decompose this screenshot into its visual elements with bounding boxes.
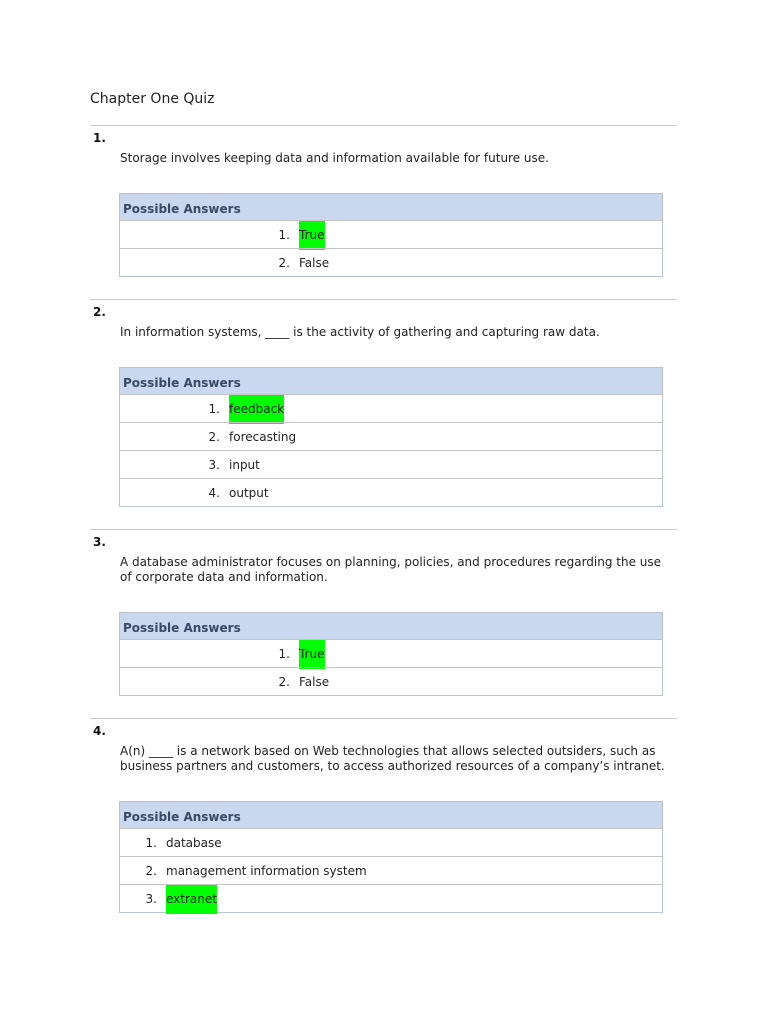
answer-row [120,248,662,276]
answer-text: False [299,675,330,689]
answer-number: 4. [208,486,220,500]
answer-text-correct: feedback [229,395,284,424]
answer-row [120,639,662,667]
answer-number: 3. [208,458,220,472]
question-number: 1. [93,131,106,145]
question-text: In information systems, ____ is the activity of gathering and capturing raw data. [120,325,600,339]
answer-text: output [229,486,269,500]
question-text: A database administrator focuses on planning, policies, and procedures regarding the use of corporate data and information. [120,555,662,584]
question-number: 4. [93,724,106,738]
answer-row [120,667,662,695]
question-text: A(n) ____ is a network based on Web technologies that allows selected outsiders, such as business partners and customers, to access authorized resources of a company’s intranet. [120,744,665,773]
possible-answers-header: Possible Answers [120,194,662,220]
question-3 [90,529,677,705]
page-title: Chapter One Quiz [90,91,215,107]
possible-answers-table [119,801,663,913]
answer-text: False [299,256,330,270]
answer-row [120,220,662,248]
answer-text: management information system [166,864,367,878]
answer-text: database [166,836,222,850]
answer-number: 1. [145,836,157,850]
possible-answers-table [119,193,663,277]
possible-answers-header: Possible Answers [120,613,662,639]
answer-row [120,422,662,450]
question-1 [90,125,677,286]
answer-number: 1. [278,228,290,242]
answer-text-correct: True [299,640,325,669]
answer-text-correct: extranet [166,885,217,914]
answer-number: 1. [208,402,220,416]
question-number: 2. [93,305,106,319]
answer-number: 2. [208,430,220,444]
question-text: Storage involves keeping data and information available for future use. [120,151,549,165]
answer-number: 2. [278,675,290,689]
answer-text-correct: True [299,221,325,250]
question-4 [90,718,677,919]
answer-number: 3. [145,892,157,906]
possible-answers-table [119,367,663,507]
answer-number: 2. [145,864,157,878]
answer-row [120,450,662,478]
answer-text: input [229,458,260,472]
possible-answers-table [119,612,663,696]
answer-row [120,478,662,506]
answer-row [120,856,662,884]
answer-text: forecasting [229,430,297,444]
answer-row [120,828,662,856]
answer-row [120,394,662,422]
answer-number: 1. [278,647,290,661]
question-2 [90,299,677,515]
possible-answers-header: Possible Answers [120,368,662,394]
question-number: 3. [93,535,106,549]
answer-number: 2. [278,256,290,270]
answer-row [120,884,662,912]
possible-answers-header: Possible Answers [120,802,662,828]
